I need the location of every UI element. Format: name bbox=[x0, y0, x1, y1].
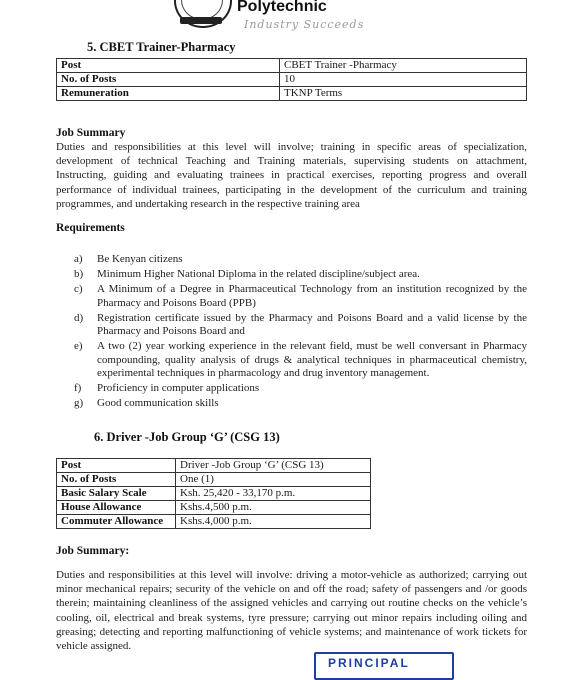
section-5-heading: 5. CBET Trainer-Pharmacy bbox=[87, 40, 236, 54]
table-row bbox=[57, 459, 371, 473]
principal-stamp bbox=[314, 652, 454, 680]
table-value: Ksh. 25,420 - 33,170 p.m. bbox=[176, 487, 371, 501]
list-item-text: Registration certificate issued by the Pharmacy and Poisons Board and a valid license by the Pharmacy and Poisons Board and bbox=[97, 311, 527, 337]
table-label: Basic Salary Scale bbox=[57, 487, 176, 501]
section-6-table bbox=[56, 458, 371, 529]
section-6-heading: 6. Driver -Job Group ‘G’ (CSG 13) bbox=[94, 430, 280, 444]
table-row bbox=[57, 501, 371, 515]
table-label: No. of Posts bbox=[57, 473, 176, 487]
list-item-text: Proficiency in computer applications bbox=[97, 382, 260, 394]
table-label: Remuneration bbox=[57, 87, 280, 101]
list-item-text: Be Kenyan citizens bbox=[97, 253, 183, 265]
list-item bbox=[74, 312, 527, 339]
list-marker: b) bbox=[74, 268, 84, 280]
requirements-heading: Requirements bbox=[56, 222, 125, 234]
table-label: House Allowance bbox=[57, 501, 176, 515]
table-row bbox=[57, 87, 527, 101]
job-summary-heading: Job Summary: bbox=[56, 545, 130, 557]
list-marker: g) bbox=[74, 397, 84, 409]
table-value: Kshs.4,500 p.m. bbox=[176, 501, 371, 515]
job-summary-heading: Job Summary bbox=[56, 127, 126, 139]
list-item-text: A two (2) year working experience in the relevant field, must be well conversant in Pharmacy compounding, quality analysis of drugs & analytical techniques in pharmaceutical chemistry, experimental techniques in pharmacology and drug inventory management. bbox=[97, 340, 527, 379]
list-marker: a) bbox=[74, 253, 83, 265]
requirements-list bbox=[74, 253, 527, 412]
list-item-text: Good communication skills bbox=[97, 397, 219, 409]
table-value: Kshs.4,000 p.m. bbox=[176, 515, 371, 529]
job-summary-text: Duties and responsibilities at this level will involve: driving a motor-vehicle as authorized; carrying out minor mechanical repairs; security of the vehicle on and off the road; safety of passengers and /or goods therein; maintaining cleanliness of the assigned vehicles and carrying out routine checks on the vehicle’s cooling, oil, electrical and break systems, tyre pressure; carrying out minor repairs including oiling and greasing; detecting and reporting malfunctioning of vehicle systems; and maintenance of work tickets for vehicle assigned. bbox=[56, 569, 527, 653]
table-label: Commuter Allowance bbox=[57, 515, 176, 529]
table-row bbox=[57, 59, 527, 73]
list-marker: f) bbox=[74, 382, 82, 394]
brand-slogan: Industry Succeeds bbox=[244, 18, 365, 31]
table-value: TKNP Terms bbox=[280, 87, 527, 101]
list-item bbox=[74, 268, 527, 282]
logo-ribbon bbox=[180, 17, 222, 24]
list-item-text: Minimum Higher National Diploma in the related discipline/subject area. bbox=[97, 268, 420, 280]
list-item-text: A Minimum of a Degree in Pharmaceutical Technology from an institution recognized by the Pharmacy and Poisons Board (PPB) bbox=[97, 283, 527, 309]
table-value: CBET Trainer -Pharmacy bbox=[280, 59, 527, 73]
brand-name: Polytechnic bbox=[237, 0, 327, 15]
list-marker: d) bbox=[74, 311, 84, 324]
list-item bbox=[74, 253, 527, 267]
table-value: 10 bbox=[280, 73, 527, 87]
stamp-text: PRINCIPAL bbox=[328, 656, 410, 670]
table-row bbox=[57, 473, 371, 487]
table-label: Post bbox=[57, 459, 176, 473]
table-label: No. of Posts bbox=[57, 73, 280, 87]
table-label: Post bbox=[57, 59, 280, 73]
table-row bbox=[57, 515, 371, 529]
table-row bbox=[57, 73, 527, 87]
list-item bbox=[74, 397, 527, 411]
list-marker: c) bbox=[74, 283, 83, 295]
list-item bbox=[74, 340, 527, 381]
table-value: Driver -Job Group ‘G’ (CSG 13) bbox=[176, 459, 371, 473]
job-summary-text: Duties and responsibilities at this level will involve; training in specific areas of specialization, development of technical Teaching and Training materials, supervising students on attachment, Instructing, guiding and evaluating trainees in practical exercises, reporting progress and overall performance of individual trainees, participating in the development of the curriculum and training programmes, and undertaking research in the respective training area bbox=[56, 141, 527, 210]
table-row bbox=[57, 487, 371, 501]
list-marker: e) bbox=[74, 340, 83, 352]
list-item bbox=[74, 283, 527, 310]
table-value: One (1) bbox=[176, 473, 371, 487]
list-item bbox=[74, 382, 527, 396]
section-5-table bbox=[56, 58, 527, 101]
